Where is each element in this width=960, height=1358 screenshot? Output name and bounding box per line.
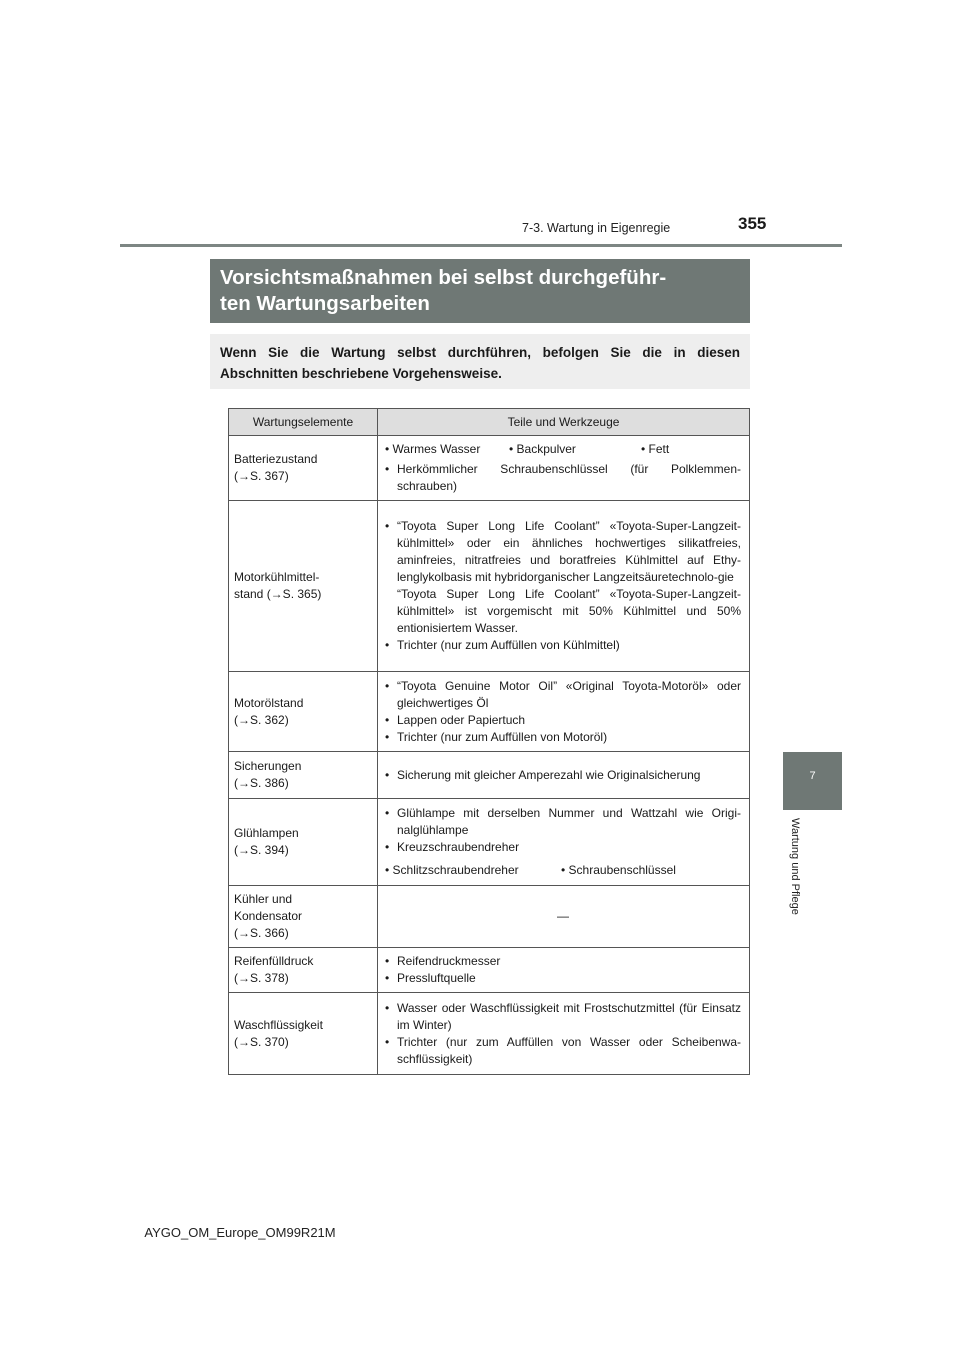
table-row — [229, 948, 750, 993]
chapter-tab — [783, 752, 842, 810]
list-item-text: “Toyota Super Long Life Coolant” «Toyota-Super-Langzeit-kühlmittel» oder ein ähnliches hochwertiges silikatfreies, aminfreies, nitratfreies und boratfreies Kühlmittel auf Ethy-lenglykolbasis mit hybridorganischer Langzeitsäuretechnolo-gie — [397, 519, 741, 584]
row-items-none: — — [378, 886, 750, 948]
row-items — [378, 993, 750, 1075]
table-row — [229, 672, 750, 752]
table-header-row — [229, 409, 750, 436]
title-line-1: Vorsichtsmaßnahmen bei selbst durchgeführ- — [220, 266, 667, 289]
bullet: • — [385, 638, 390, 652]
item-row — [385, 862, 741, 879]
bullet: • — [385, 971, 390, 985]
row-label-ref: (→S. 362) — [234, 712, 289, 727]
row-label — [229, 752, 378, 799]
row-items — [378, 799, 750, 886]
row-items — [378, 948, 750, 993]
bullet: • — [385, 1000, 390, 1015]
row-items — [378, 436, 750, 501]
list-item-text: “Toyota Super Long Life Coolant” «Toyota-Super-Langzeit-kühlmittel» ist vorgemischt mit 50% Kühlmittel und 50% entionisiertem Wasser. — [397, 587, 741, 635]
list-item: Backpulver — [516, 442, 576, 456]
row-items — [378, 501, 750, 672]
bullet: • — [385, 806, 390, 820]
list-item — [385, 712, 741, 729]
list-item — [385, 1000, 741, 1034]
bullet: • — [385, 442, 390, 456]
section-header: 7-3. Wartung in Eigenregie — [522, 221, 671, 235]
row-label-line: Reifenfülldruck — [234, 954, 314, 968]
title-box — [210, 259, 750, 323]
bullet: • — [509, 442, 514, 456]
intro-box: Wenn Sie die Wartung selbst durchführen, befolgen Sie die in diesen Abschnitten beschriebene Vorgehensweise. — [210, 334, 750, 389]
list-item: Fett — [648, 442, 670, 456]
bullet: • — [385, 954, 390, 968]
list-item — [385, 839, 741, 856]
row-label-ref: (→S. 366) — [234, 926, 289, 940]
list-item-text: Herkömmlicher Schraubenschlüssel (für Polklemmen-schrauben) — [397, 462, 741, 493]
bullet: • — [385, 729, 390, 744]
list-item-text: Sicherung mit gleicher Amperezahl wie Originalsicherung — [397, 767, 701, 782]
list-item-text: Wasser oder Waschflüssigkeit mit Frostschutzmittel (für Einsatz im Winter) — [397, 1000, 741, 1032]
title-line-2: ten Wartungsarbeiten — [220, 292, 430, 315]
list-item-text: “Toyota Genuine Motor Oil” «Original Toyota-Motoröl» oder gleichwertiges Öl — [397, 678, 741, 710]
list-item: Schraubenschlüssel — [568, 863, 676, 877]
row-label-line: Waschflüssigkeit — [234, 1017, 323, 1032]
bullet: • — [561, 863, 566, 877]
row-label — [229, 886, 378, 948]
list-item — [385, 970, 741, 987]
row-label-ref: (→S. 386) — [234, 776, 289, 790]
row-label-ref: (→S. 367) — [234, 469, 289, 483]
header-wartungselemente: Wartungselemente — [229, 409, 378, 436]
list-item — [385, 767, 741, 784]
list-item — [385, 461, 741, 495]
list-item-text: Glühlampe mit derselben Nummer und Wattzahl wie Origi-nalglühlampe — [397, 806, 741, 837]
row-label-line: Kühler und — [234, 892, 293, 906]
row-label-ref: (→S. 378) — [234, 971, 289, 985]
row-label-ref: stand (→S. 365) — [234, 587, 322, 601]
list-item-continuation — [385, 586, 741, 637]
table-row — [229, 886, 750, 948]
bullet: • — [385, 840, 390, 854]
list-item-text: Kreuzschraubendreher — [397, 840, 520, 854]
list-item — [385, 1034, 741, 1068]
bullet: • — [385, 462, 390, 476]
list-item: Schlitzschraubendreher — [392, 863, 519, 877]
footer-doc-id: AYGO_OM_Europe_OM99R21M — [144, 1225, 336, 1240]
row-label-line: Glühlampen — [234, 826, 299, 840]
list-item — [385, 678, 741, 712]
row-label-line: Batteriezustand — [234, 452, 318, 466]
row-items — [378, 672, 750, 752]
row-label — [229, 799, 378, 886]
row-label-line: Sicherungen — [234, 759, 302, 773]
list-item — [385, 953, 741, 970]
table-row — [229, 752, 750, 799]
bullet: • — [385, 712, 390, 727]
item-row — [385, 441, 741, 458]
table-row — [229, 501, 750, 672]
row-label-ref: (→S. 370) — [234, 1034, 289, 1049]
list-item — [385, 637, 741, 654]
row-items — [378, 752, 750, 799]
table-row — [229, 799, 750, 886]
header-rule — [120, 244, 842, 247]
list-item: Warmes Wasser — [392, 442, 481, 456]
bullet: • — [385, 767, 390, 782]
row-label-line: Motorölstand — [234, 695, 304, 710]
bullet: • — [385, 1034, 390, 1049]
list-item — [385, 729, 741, 746]
chapter-number: 7 — [809, 770, 816, 782]
row-label-line: Kondensator — [234, 909, 303, 923]
row-label — [229, 948, 378, 993]
list-item — [385, 518, 741, 586]
bullet: • — [385, 678, 390, 693]
bullet: • — [385, 519, 390, 533]
row-label — [229, 501, 378, 672]
row-label-ref: (→S. 394) — [234, 843, 289, 857]
list-item — [385, 805, 741, 839]
maintenance-table — [228, 408, 750, 1075]
row-label — [229, 672, 378, 752]
list-item-text: Lappen oder Papiertuch — [397, 712, 526, 727]
table-row — [229, 436, 750, 501]
chapter-label: Wartung und Pflege — [789, 818, 801, 915]
list-item-text: Trichter (nur zum Auffüllen von Kühlmittel) — [397, 638, 620, 652]
list-item-text: Reifendruckmesser — [397, 954, 501, 968]
bullet: • — [385, 863, 390, 877]
row-label — [229, 436, 378, 501]
table-row — [229, 993, 750, 1075]
header-teile-und-werkzeuge: Teile und Werkzeuge — [378, 409, 750, 436]
bullet: • — [641, 442, 646, 456]
list-item-text: Trichter (nur zum Auffüllen von Motoröl) — [397, 729, 608, 744]
row-label-line: Motorkühlmittel- — [234, 570, 320, 584]
page-number: 355 — [738, 214, 767, 233]
list-item-text: Trichter (nur zum Auffüllen von Wasser oder Scheibenwa-schflüssigkeit) — [397, 1034, 741, 1066]
row-label — [229, 993, 378, 1075]
list-item-text: Pressluftquelle — [397, 971, 476, 985]
